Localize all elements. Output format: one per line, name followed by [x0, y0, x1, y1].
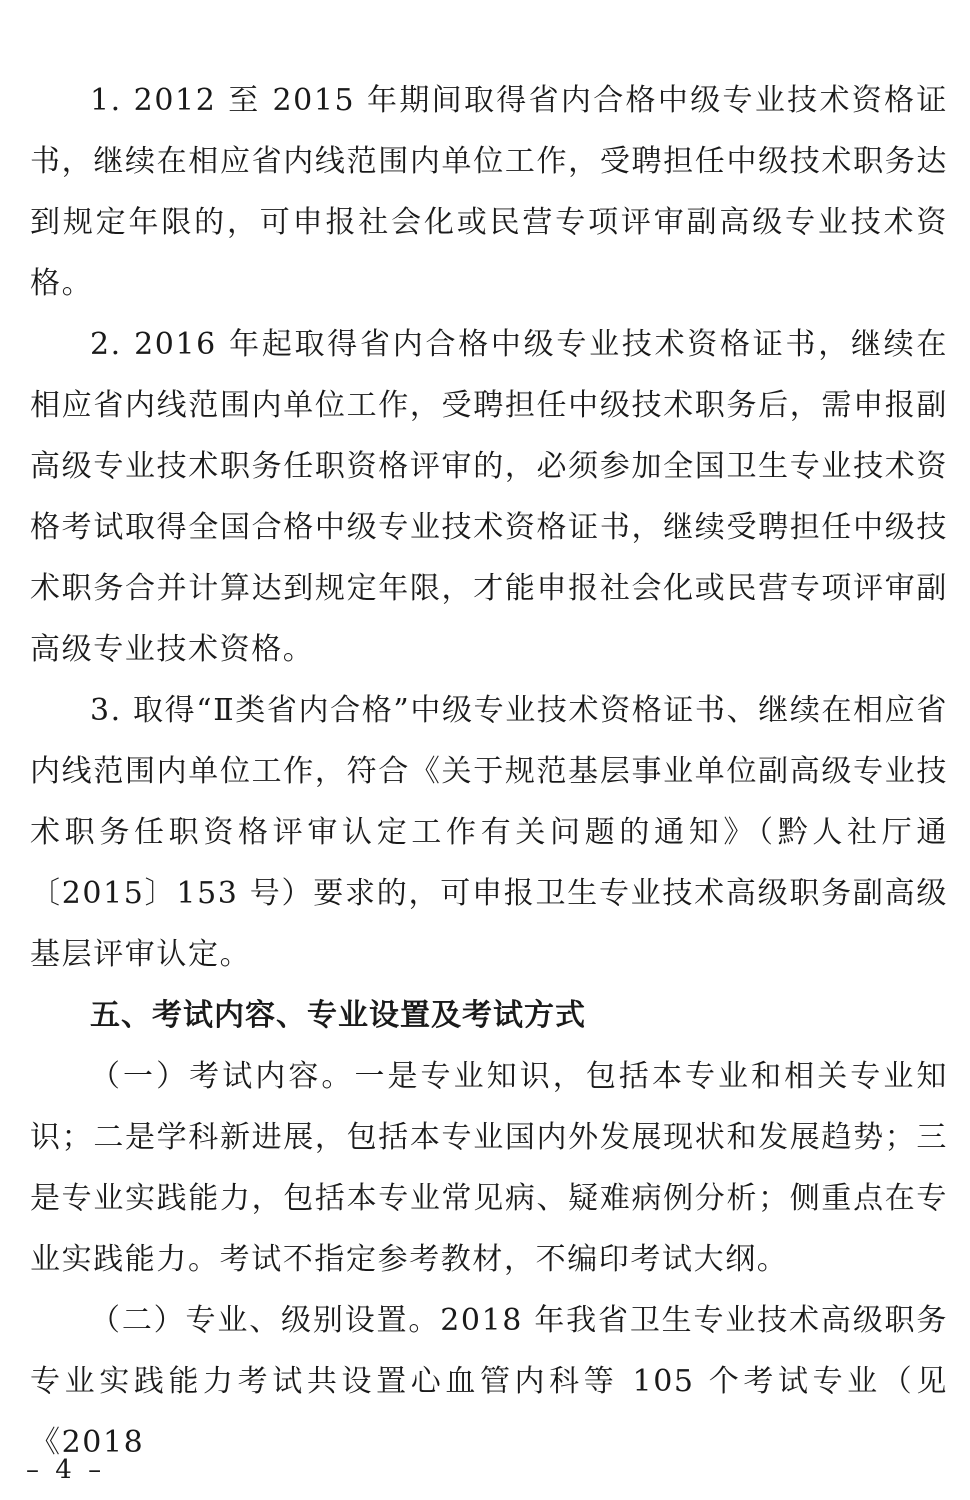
paragraph-item-3: 3. 取得“Ⅱ类省内合格”中级专业技术资格证书、继续在相应省内线范围内单位工作，符合《关于规范基层事业单位副高级专业技术职务任职资格评审认定工作有关问题的通知》（黔人社厅通〔2015〕153 号）要求的，可申报卫生专业技术高级职务副高级基层评审认定。 — [30, 693, 948, 972]
paragraph-exam-content: （一）考试内容。一是专业知识，包括本专业和相关专业知识；二是学科新进展，包括本专业国内外发展现状和发展趋势；三是专业实践能力，包括本专业常见病、疑难病例分析；侧重点在专业实践能力。考试不指定参考教材，不编印考试大纲。 — [30, 1059, 948, 1277]
paragraph-item-1: 1. 2012 至 2015 年期间取得省内合格中级专业技术资格证书，继续在相应省内线范围内单位工作，受聘担任中级技术职务达到规定年限的，可申报社会化或民营专项评审副高级专业技术资格。 — [30, 83, 948, 301]
document-page — [30, 70, 948, 1473]
page-number: – 4 – — [26, 1455, 106, 1485]
paragraph-specialty-setting: （二）专业、级别设置。2018 年我省卫生专业技术高级职务专业实践能力考试共设置心血管内科等 105 个考试专业（见《2018 — [30, 1303, 948, 1460]
paragraph-item-2: 2. 2016 年起取得省内合格中级专业技术资格证书，继续在相应省内线范围内单位工作，受聘担任中级技术职务后，需申报副高级专业技术职务任职资格评审的，必须参加全国卫生专业技术资格考试取得全国合格中级专业技术资格证书，继续受聘担任中级技术职务合并计算达到规定年限，才能申报社会化或民营专项评审副高级专业技术资格。 — [30, 327, 948, 667]
section-heading: 五、考试内容、专业设置及考试方式 — [90, 998, 586, 1033]
